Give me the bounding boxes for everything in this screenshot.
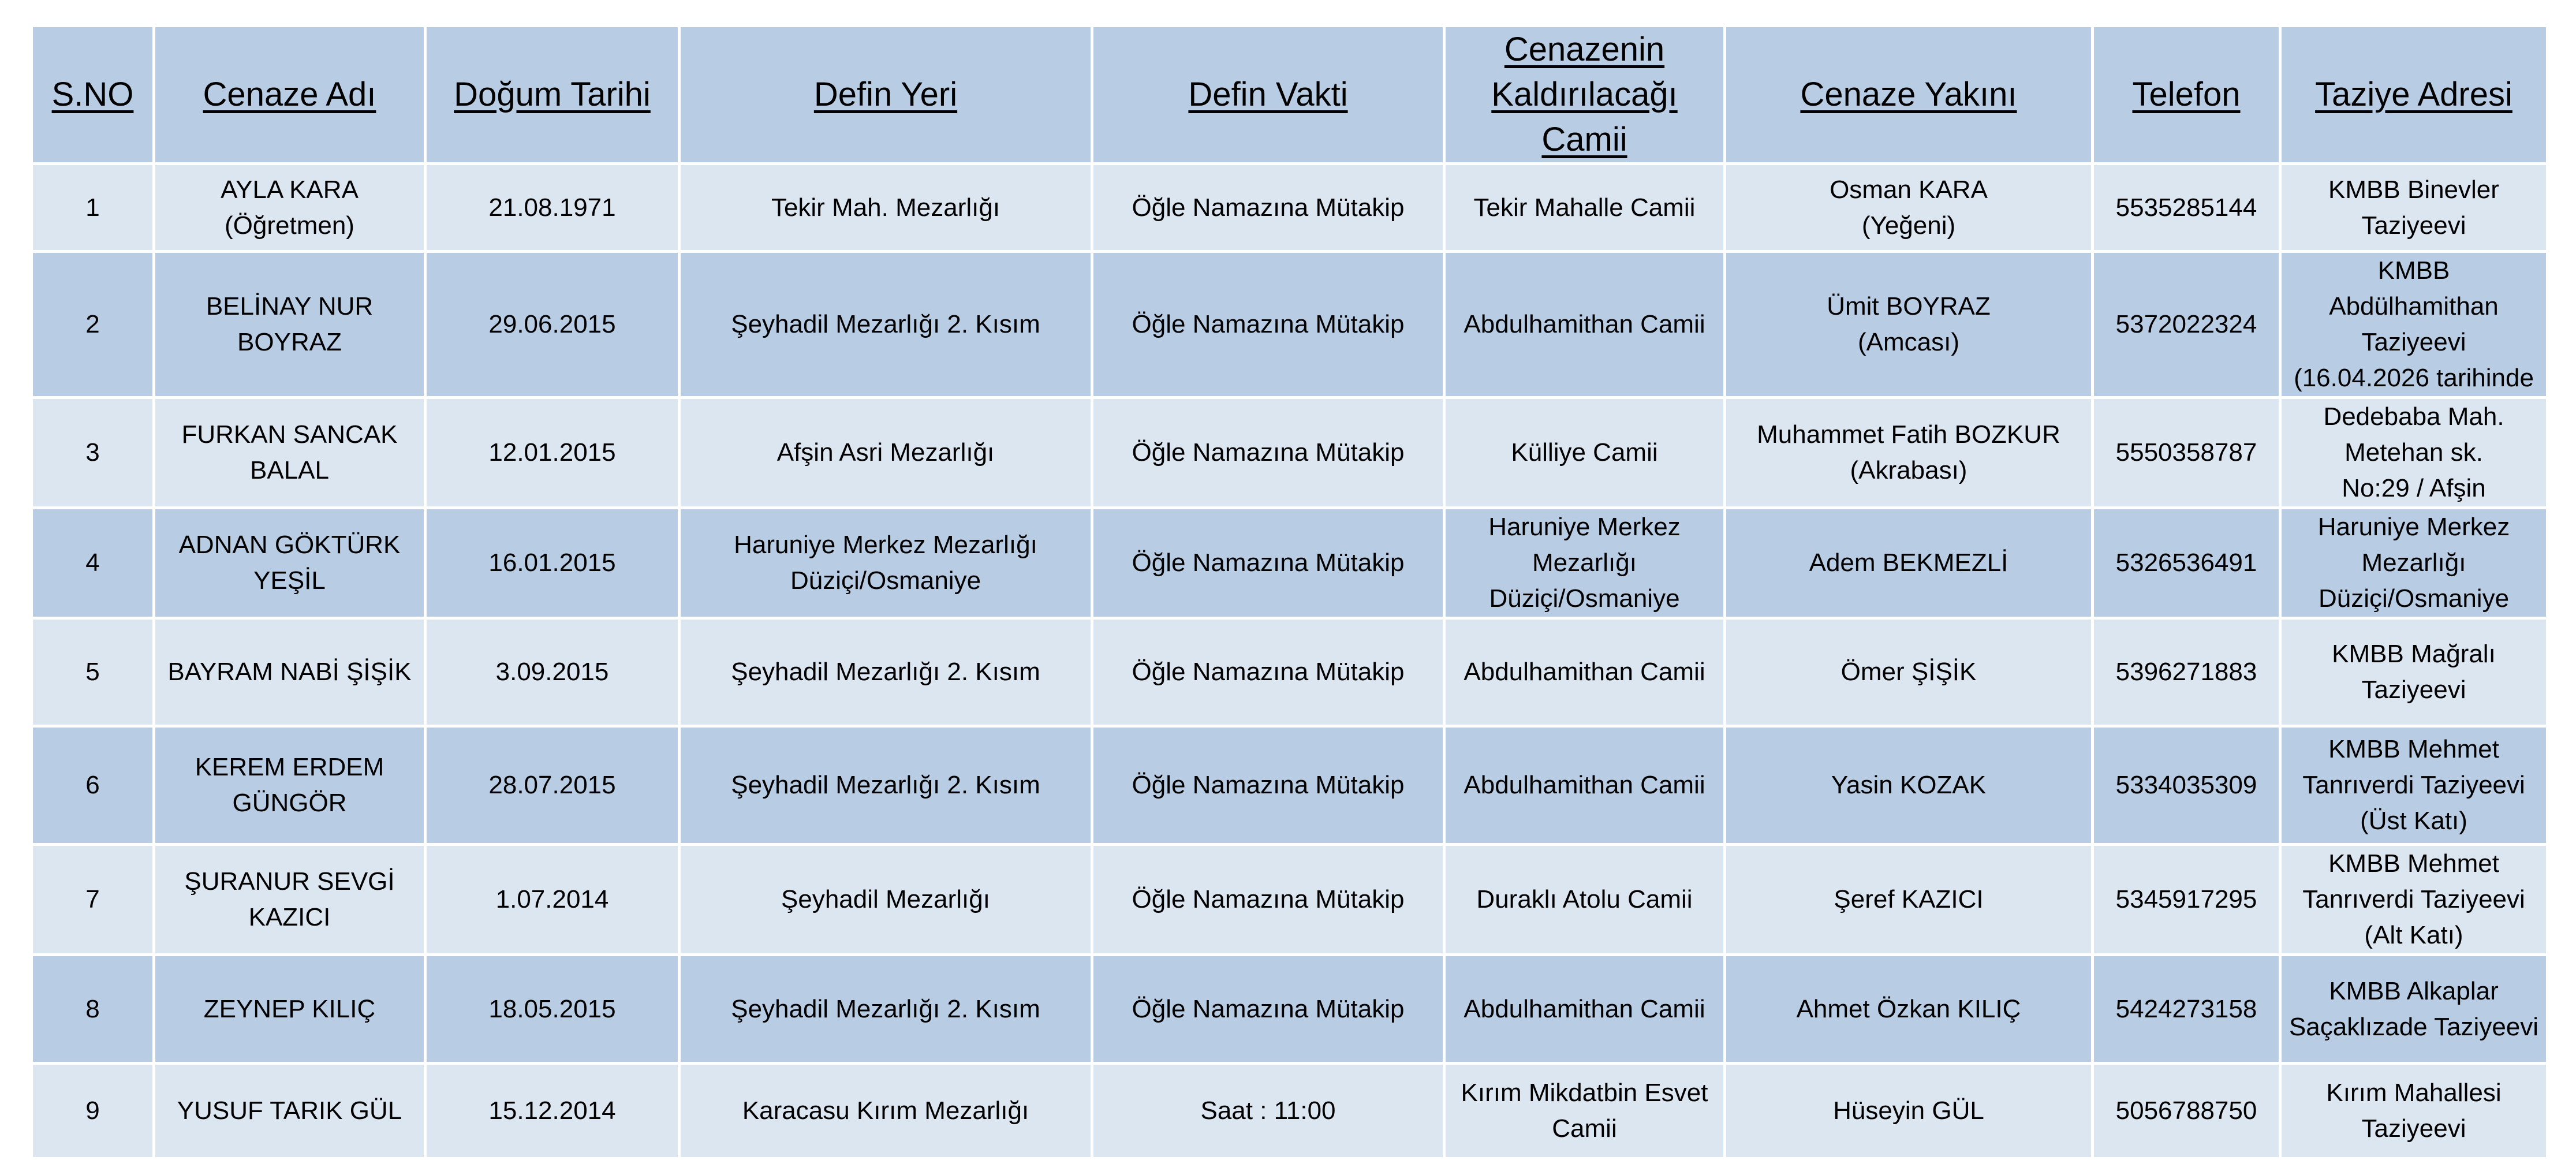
cell-taziye-adresi: KMBB Mağralı Taziyeevi <box>2280 618 2548 726</box>
cell-sno: 5 <box>32 618 154 726</box>
cell-cenaze-adi: ZEYNEP KILIÇ <box>154 955 425 1064</box>
cell-cenaze-yakini: Şeref KAZICI <box>1725 845 2093 955</box>
cell-camii: Kırım Mikdatbin Esvet Camii <box>1444 1064 1725 1159</box>
cell-defin-yeri: Şeyhadil Mezarlığı <box>680 845 1092 955</box>
cell-taziye-adresi: Dedebaba Mah. Metehan sk. No:29 / Afşin <box>2280 398 2548 508</box>
cell-cenaze-adi: FURKAN SANCAK BALAL <box>154 398 425 508</box>
cell-dogum-tarihi: 15.12.2014 <box>425 1064 680 1159</box>
cell-telefon: 5550358787 <box>2093 398 2280 508</box>
cell-defin-vakti: Saat : 11:00 <box>1092 1064 1444 1159</box>
cell-dogum-tarihi: 28.07.2015 <box>425 726 680 845</box>
header-cenaze-adi: Cenaze Adı <box>154 26 425 164</box>
cell-camii: Abdulhamithan Camii <box>1444 618 1725 726</box>
table-row <box>32 618 2548 726</box>
cell-defin-vakti: Öğle Namazına Mütakip <box>1092 508 1444 618</box>
header-sno: S.NO <box>32 26 154 164</box>
table-body <box>32 164 2548 1159</box>
cell-cenaze-yakini: Hüseyin GÜL <box>1725 1064 2093 1159</box>
cell-defin-yeri: Karacasu Kırım Mezarlığı <box>680 1064 1092 1159</box>
cell-dogum-tarihi: 12.01.2015 <box>425 398 680 508</box>
table-row <box>32 398 2548 508</box>
cell-defin-vakti: Öğle Namazına Mütakip <box>1092 398 1444 508</box>
cell-cenaze-adi: BELİNAY NUR BOYRAZ <box>154 252 425 398</box>
cell-defin-yeri: Şeyhadil Mezarlığı 2. Kısım <box>680 252 1092 398</box>
cell-camii: Abdulhamithan Camii <box>1444 726 1725 845</box>
cell-cenaze-yakini: Adem BEKMEZLİ <box>1725 508 2093 618</box>
cell-camii: Duraklı Atolu Camii <box>1444 845 1725 955</box>
cell-cenaze-adi: KEREM ERDEM GÜNGÖR <box>154 726 425 845</box>
cell-cenaze-yakini: Ahmet Özkan KILIÇ <box>1725 955 2093 1064</box>
cell-cenaze-adi: BAYRAM NABİ ŞİŞİK <box>154 618 425 726</box>
cell-cenaze-yakini: Ömer ŞİŞİK <box>1725 618 2093 726</box>
header-camii: Cenazenin Kaldırılacağı Camii <box>1444 26 1725 164</box>
cell-telefon: 5372022324 <box>2093 252 2280 398</box>
table-row <box>32 164 2548 252</box>
cell-taziye-adresi: KMBB Abdülhamithan Taziyeevi (16.04.2026 tarihinde <box>2280 252 2548 398</box>
header-telefon: Telefon <box>2093 26 2280 164</box>
cell-taziye-adresi: KMBB Mehmet Tanrıverdi Taziyeevi (Alt Katı) <box>2280 845 2548 955</box>
cell-defin-vakti: Öğle Namazına Mütakip <box>1092 845 1444 955</box>
cell-telefon: 5535285144 <box>2093 164 2280 252</box>
cell-cenaze-adi: YUSUF TARIK GÜL <box>154 1064 425 1159</box>
cell-defin-vakti: Öğle Namazına Mütakip <box>1092 618 1444 726</box>
cell-telefon: 5396271883 <box>2093 618 2280 726</box>
cell-camii: Tekir Mahalle Camii <box>1444 164 1725 252</box>
cell-defin-vakti: Öğle Namazına Mütakip <box>1092 726 1444 845</box>
cell-sno: 4 <box>32 508 154 618</box>
header-defin-yeri: Defin Yeri <box>680 26 1092 164</box>
header-row <box>32 26 2548 164</box>
cell-sno: 9 <box>32 1064 154 1159</box>
cell-defin-yeri: Şeyhadil Mezarlığı 2. Kısım <box>680 618 1092 726</box>
header-cenaze-yakini: Cenaze Yakını <box>1725 26 2093 164</box>
header-defin-vakti: Defin Vakti <box>1092 26 1444 164</box>
header-dogum-tarihi: Doğum Tarihi <box>425 26 680 164</box>
cell-cenaze-yakini: Yasin KOZAK <box>1725 726 2093 845</box>
cell-defin-yeri: Afşin Asri Mezarlığı <box>680 398 1092 508</box>
table-row <box>32 252 2548 398</box>
cell-camii: Abdulhamithan Camii <box>1444 955 1725 1064</box>
cell-camii: Abdulhamithan Camii <box>1444 252 1725 398</box>
cell-telefon: 5345917295 <box>2093 845 2280 955</box>
cell-telefon: 5424273158 <box>2093 955 2280 1064</box>
cell-taziye-adresi: Haruniye Merkez Mezarlığı Düziçi/Osmaniye <box>2280 508 2548 618</box>
table-row <box>32 508 2548 618</box>
cell-defin-vakti: Öğle Namazına Mütakip <box>1092 164 1444 252</box>
cell-cenaze-adi: ADNAN GÖKTÜRK YEŞİL <box>154 508 425 618</box>
cell-defin-yeri: Şeyhadil Mezarlığı 2. Kısım <box>680 726 1092 845</box>
cell-telefon: 5326536491 <box>2093 508 2280 618</box>
cell-taziye-adresi: KMBB Alkaplar Saçaklızade Taziyeevi <box>2280 955 2548 1064</box>
cell-dogum-tarihi: 29.06.2015 <box>425 252 680 398</box>
header-taziye-adresi: Taziye Adresi <box>2280 26 2548 164</box>
cell-telefon: 5056788750 <box>2093 1064 2280 1159</box>
table-row <box>32 1064 2548 1159</box>
cell-taziye-adresi: KMBB Mehmet Tanrıverdi Taziyeevi (Üst Katı) <box>2280 726 2548 845</box>
cell-sno: 2 <box>32 252 154 398</box>
table-row <box>32 955 2548 1064</box>
cell-cenaze-yakini: Ümit BOYRAZ (Amcası) <box>1725 252 2093 398</box>
cell-defin-vakti: Öğle Namazına Mütakip <box>1092 955 1444 1064</box>
cell-cenaze-adi: AYLA KARA (Öğretmen) <box>154 164 425 252</box>
cell-cenaze-adi: ŞURANUR SEVGİ KAZICI <box>154 845 425 955</box>
cell-dogum-tarihi: 3.09.2015 <box>425 618 680 726</box>
cell-taziye-adresi: KMBB Binevler Taziyeevi <box>2280 164 2548 252</box>
cell-dogum-tarihi: 1.07.2014 <box>425 845 680 955</box>
cell-sno: 8 <box>32 955 154 1064</box>
cell-defin-yeri: Şeyhadil Mezarlığı 2. Kısım <box>680 955 1092 1064</box>
cell-sno: 7 <box>32 845 154 955</box>
cell-sno: 6 <box>32 726 154 845</box>
cell-cenaze-yakini: Muhammet Fatih BOZKUR (Akrabası) <box>1725 398 2093 508</box>
table-row <box>32 845 2548 955</box>
cell-defin-yeri: Haruniye Merkez Mezarlığı Düziçi/Osmaniye <box>680 508 1092 618</box>
funeral-table <box>30 24 2549 1160</box>
cell-taziye-adresi: Kırım Mahallesi Taziyeevi <box>2280 1064 2548 1159</box>
cell-camii: Haruniye Merkez Mezarlığı Düziçi/Osmaniye <box>1444 508 1725 618</box>
cell-dogum-tarihi: 18.05.2015 <box>425 955 680 1064</box>
cell-cenaze-yakini: Osman KARA (Yeğeni) <box>1725 164 2093 252</box>
cell-defin-yeri: Tekir Mah. Mezarlığı <box>680 164 1092 252</box>
cell-sno: 3 <box>32 398 154 508</box>
table-row <box>32 726 2548 845</box>
cell-dogum-tarihi: 21.08.1971 <box>425 164 680 252</box>
cell-defin-vakti: Öğle Namazına Mütakip <box>1092 252 1444 398</box>
cell-dogum-tarihi: 16.01.2015 <box>425 508 680 618</box>
cell-telefon: 5334035309 <box>2093 726 2280 845</box>
cell-sno: 1 <box>32 164 154 252</box>
cell-camii: Külliye Camii <box>1444 398 1725 508</box>
